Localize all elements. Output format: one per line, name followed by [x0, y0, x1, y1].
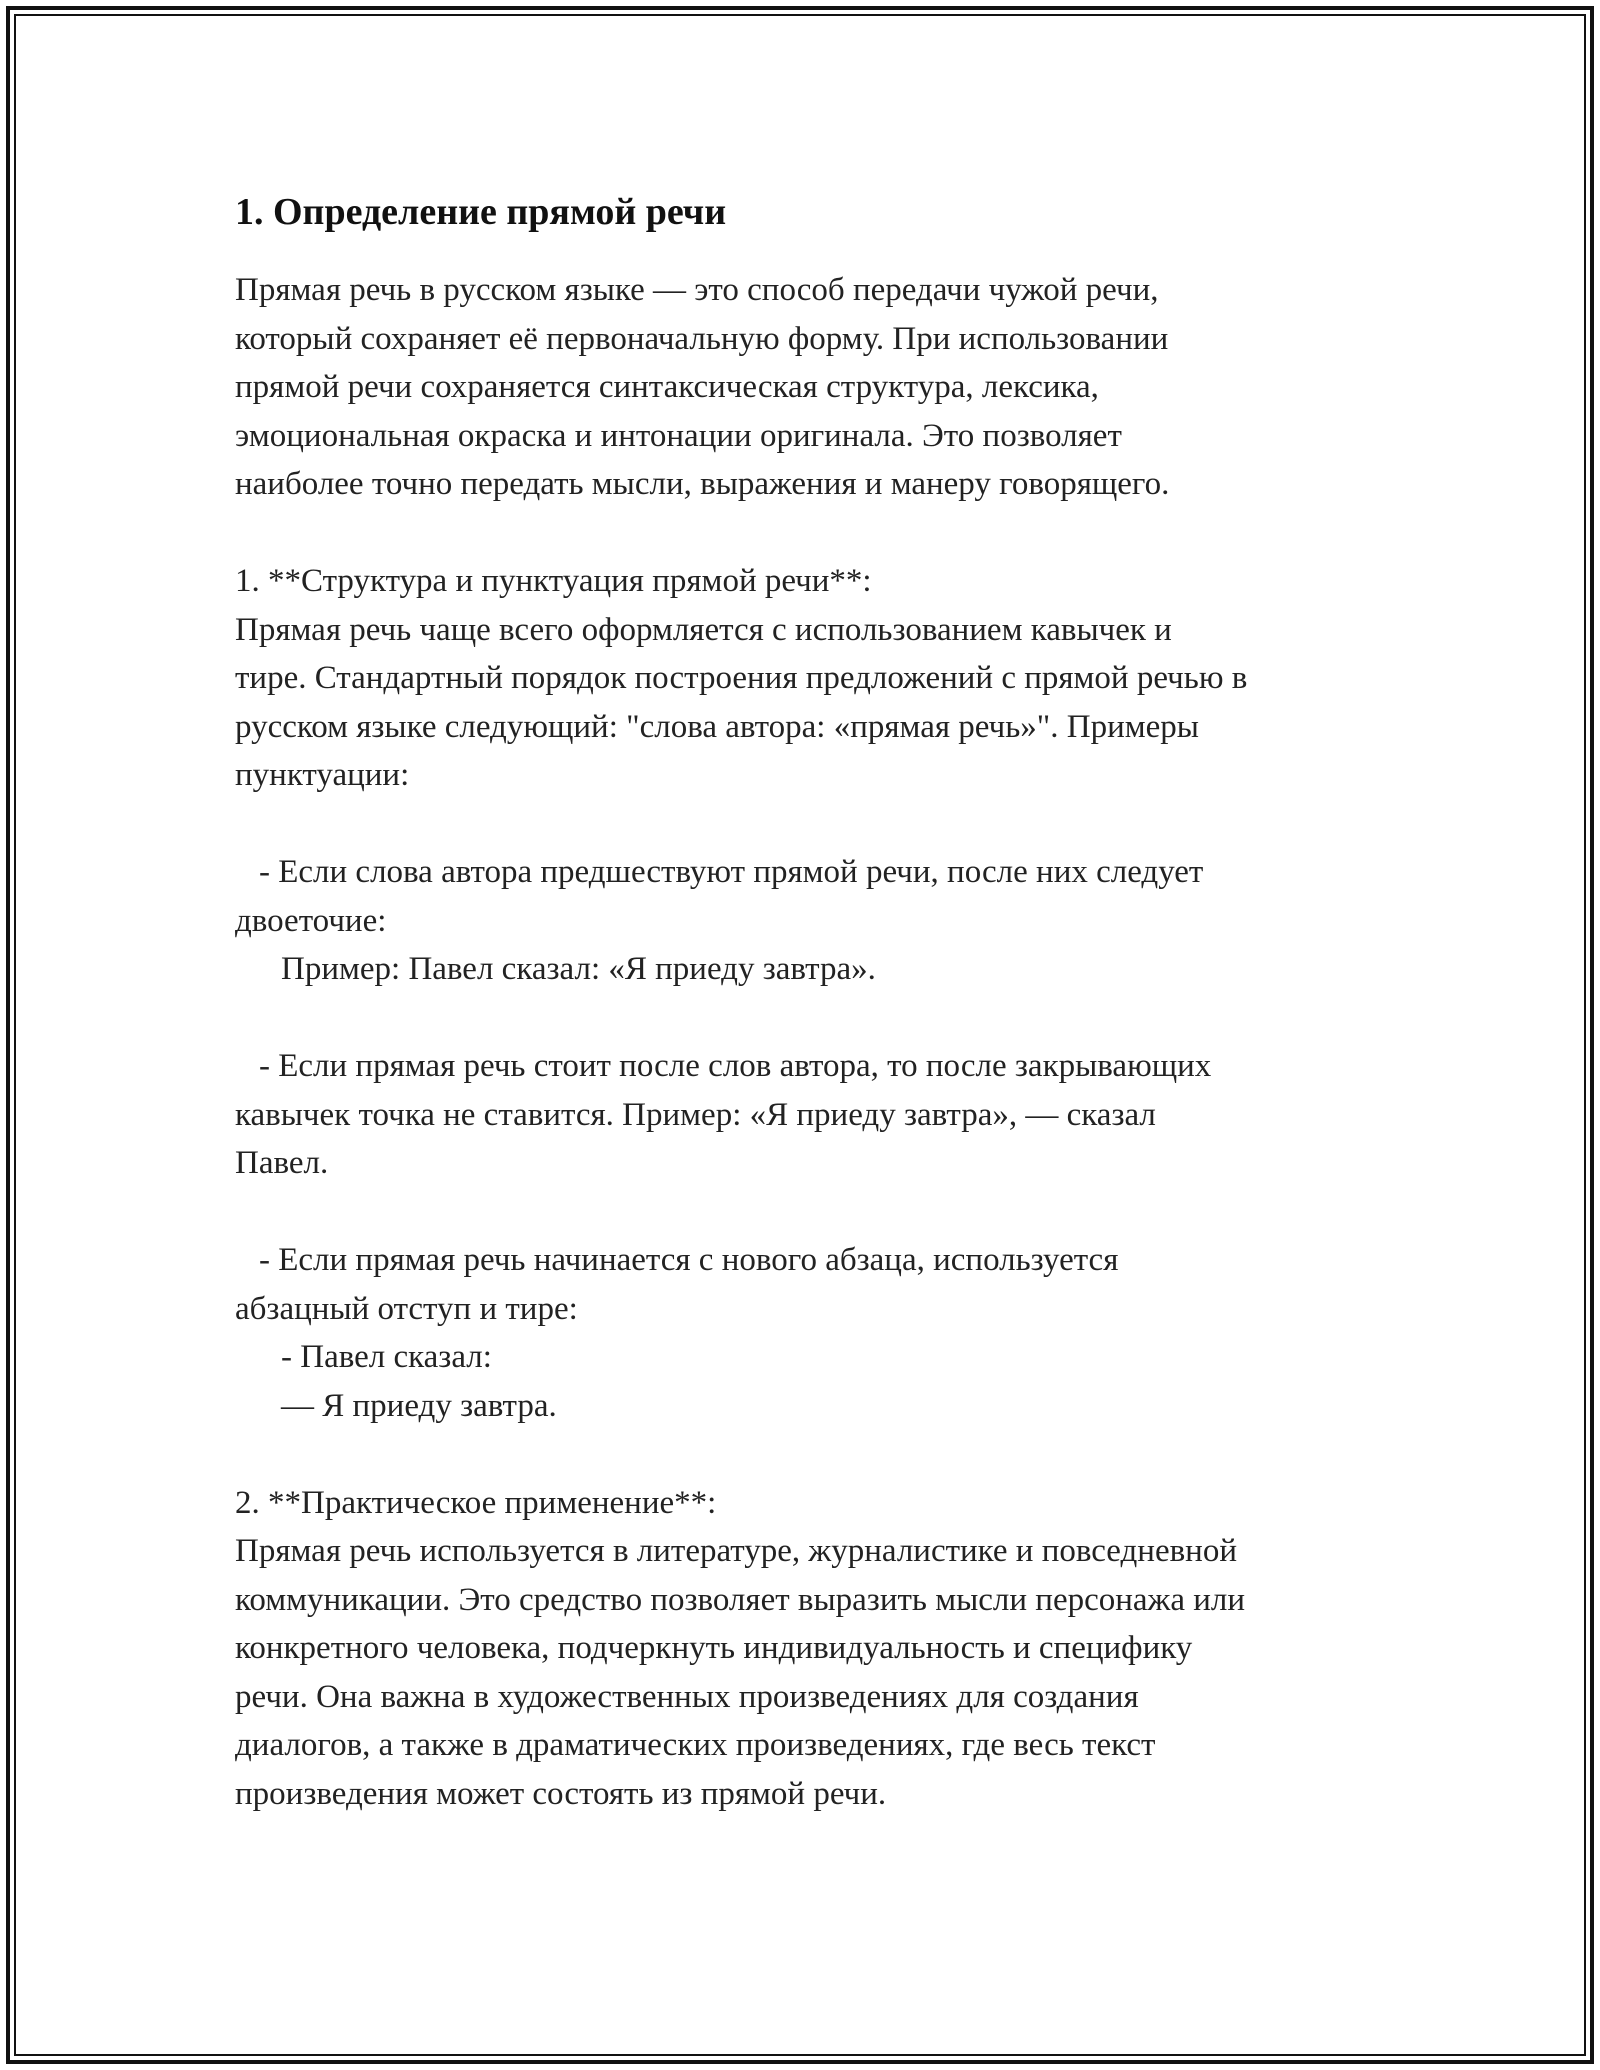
text-line: Прямая речь используется в литературе, журналистике и повседневной	[235, 1533, 1238, 1569]
document-text	[235, 266, 1395, 1818]
text-line: Прямая речь чаще всего оформляется с использованием кавычек и	[235, 611, 1172, 648]
text-line: наиболее точно передать мысли, выражения и манеру говорящего.	[235, 466, 1170, 502]
text-line: прямой речи сохраняется синтаксическая структура, лексика,	[235, 369, 1099, 405]
text-line: эмоциональная окраска и интонации оригинала. Это позволяет	[235, 417, 1122, 454]
blank-line	[235, 994, 1395, 1043]
text-line: - Если прямая речь стоит после слов автора, то после закрывающих	[259, 1048, 1212, 1084]
document-body	[235, 186, 1395, 1818]
text-line: русском языке следующий: "слова автора: «прямая речь»". Примеры	[235, 708, 1199, 745]
text-line: 2. **Практическое применение**:	[235, 1484, 717, 1521]
text-line: диалогов, а также в драматических произведениях, где весь текст	[235, 1727, 1156, 1763]
text-line: абзацный отступ и тире:	[235, 1290, 578, 1327]
text-line: который сохраняет её первоначальную форму. При использовании	[235, 320, 1169, 357]
text-line: Пример: Павел сказал: «Я приеду завтра».	[281, 951, 876, 987]
blank-line	[235, 1188, 1395, 1237]
text-line: речи. Она важна в художественных произведениях для создания	[235, 1678, 1139, 1715]
text-line: — Я приеду завтра.	[281, 1387, 557, 1424]
text-line: коммуникации. Это средство позволяет выразить мысли персонажа или	[235, 1581, 1246, 1618]
text-line: Павел.	[235, 1145, 329, 1181]
text-line: пунктуации:	[235, 757, 410, 793]
text-line: - Если прямая речь начинается с нового абзаца, используется	[259, 1242, 1119, 1278]
text-line: двоеточие:	[235, 902, 387, 939]
text-line: произведения может состоять из прямой речи.	[235, 1775, 887, 1812]
text-line: конкретного человека, подчеркнуть индивидуальность и специфику	[235, 1630, 1193, 1666]
blank-line	[235, 1430, 1395, 1479]
blank-line	[235, 800, 1395, 849]
text-line: - Если слова автора предшествуют прямой речи, после них следует	[259, 854, 1204, 890]
text-line: кавычек точка не ставится. Пример: «Я приеду завтра», — сказал	[235, 1096, 1156, 1133]
document-title: 1. Определение прямой речи	[235, 191, 727, 233]
text-line: Прямая речь в русском языке — это способ передачи чужой речи,	[235, 272, 1159, 308]
text-line: 1. **Структура и пунктуация прямой речи**:	[235, 563, 872, 599]
blank-line	[235, 509, 1395, 558]
text-line: тире. Стандартный порядок построения предложений с прямой речью в	[235, 660, 1248, 696]
text-line: - Павел сказал:	[281, 1339, 492, 1375]
